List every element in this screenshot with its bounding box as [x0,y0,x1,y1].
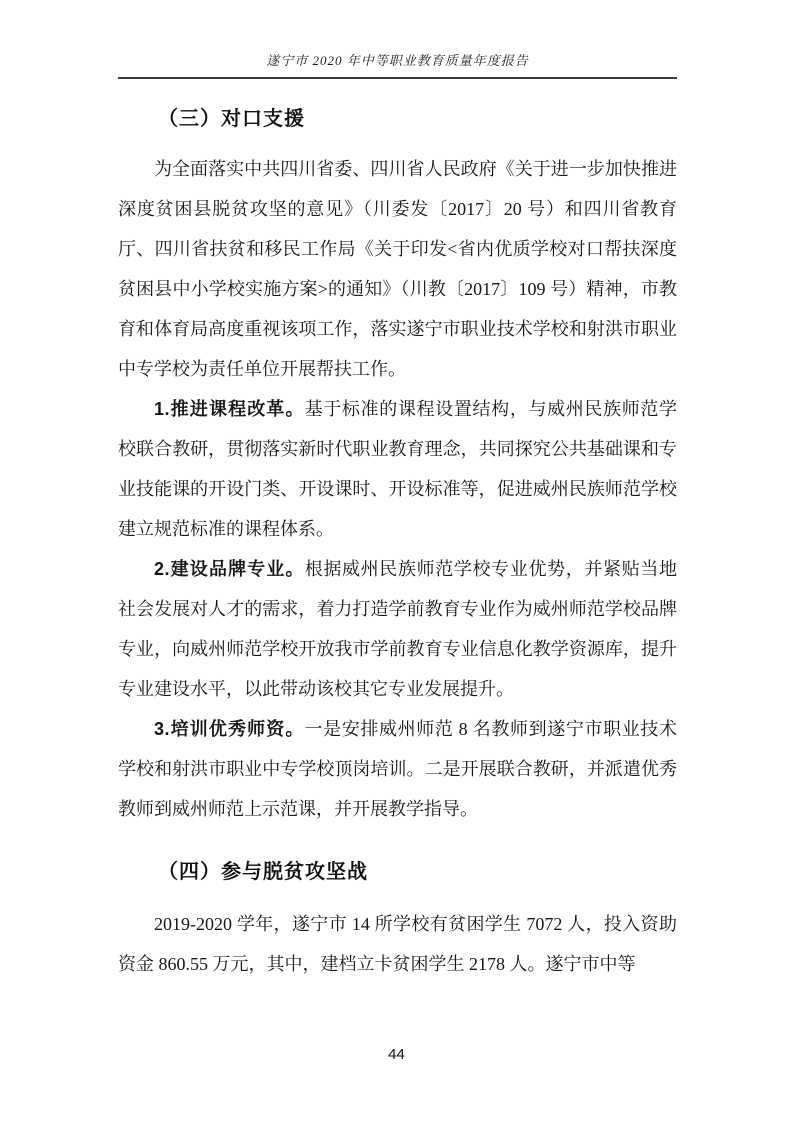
paragraph-stats [118,904,677,984]
page-footer [0,1046,793,1064]
page-header [118,52,677,79]
paragraph-item-3 [118,709,677,829]
page-number: 44 [388,1046,405,1063]
paragraph-text: 根据威州民族师范学校专业优势，并紧贴当地社会发展对人才的需求，着力打造学前教育专业作为威州师范学校品牌专业，向威州师范学校开放我市学前教育专业信息化教学资源库，提升专业建设水平，以此带动该校其它专业发展提升。 [118,559,678,699]
paragraph-item-1 [118,389,677,549]
paragraph-text: 基于标准的课程设置结构，与威州民族师范学校联合教研，贯彻落实新时代职业教育理念，共同探究公共基础课和专业技能课的开设门类、开设课时、开设标准等，促进威州民族师范学校建立规范标准的课程体系。 [118,399,678,539]
paragraph-text: 为全面落实中共四川省委、四川省人民政府《关于进一步加快推进深度贫困县脱贫攻坚的意见》（川委发〔2017〕20 号）和四川省教育厅、四川省扶贫和移民工作局《关于印发<省内优质学校对口帮扶深度贫困县中小学校实施方案>的通知》（川教〔2017〕109 号）精神，市教育和体育局高度重视该项工作，落实遂宁市职业技术学校和射洪市职业中专学校为责任单位开展帮扶工作。 [118,159,677,379]
document-body [118,98,677,984]
paragraph-text: 2019-2020 学年，遂宁市 14 所学校有贫困学生 7072 人，投入资助资金 860.55 万元，其中，建档立卡贫困学生 2178 人。遂宁市中等 [118,914,677,974]
paragraph-item-2 [118,549,677,709]
paragraph-text: 一是安排威州师范 8 名教师到遂宁市职业技术学校和射洪市职业中专学校顶岗培训。二是开展联合教研，并派遣优秀教师到威州师范上示范课，并开展教学指导。 [118,719,678,819]
paragraph-lead: 3.培训优秀师资。 [154,719,305,739]
paragraph-lead: 2.建设品牌专业。 [154,559,305,579]
paragraph-intro [118,149,677,389]
header-title: 遂宁市 2020 年中等职业教育质量年度报告 [266,53,529,68]
section-heading-4: （四）参与脱贫攻坚战 [158,861,368,883]
paragraph-lead: 1.推进课程改革。 [154,399,305,419]
section-heading-3: （三）对口支援 [158,108,305,130]
